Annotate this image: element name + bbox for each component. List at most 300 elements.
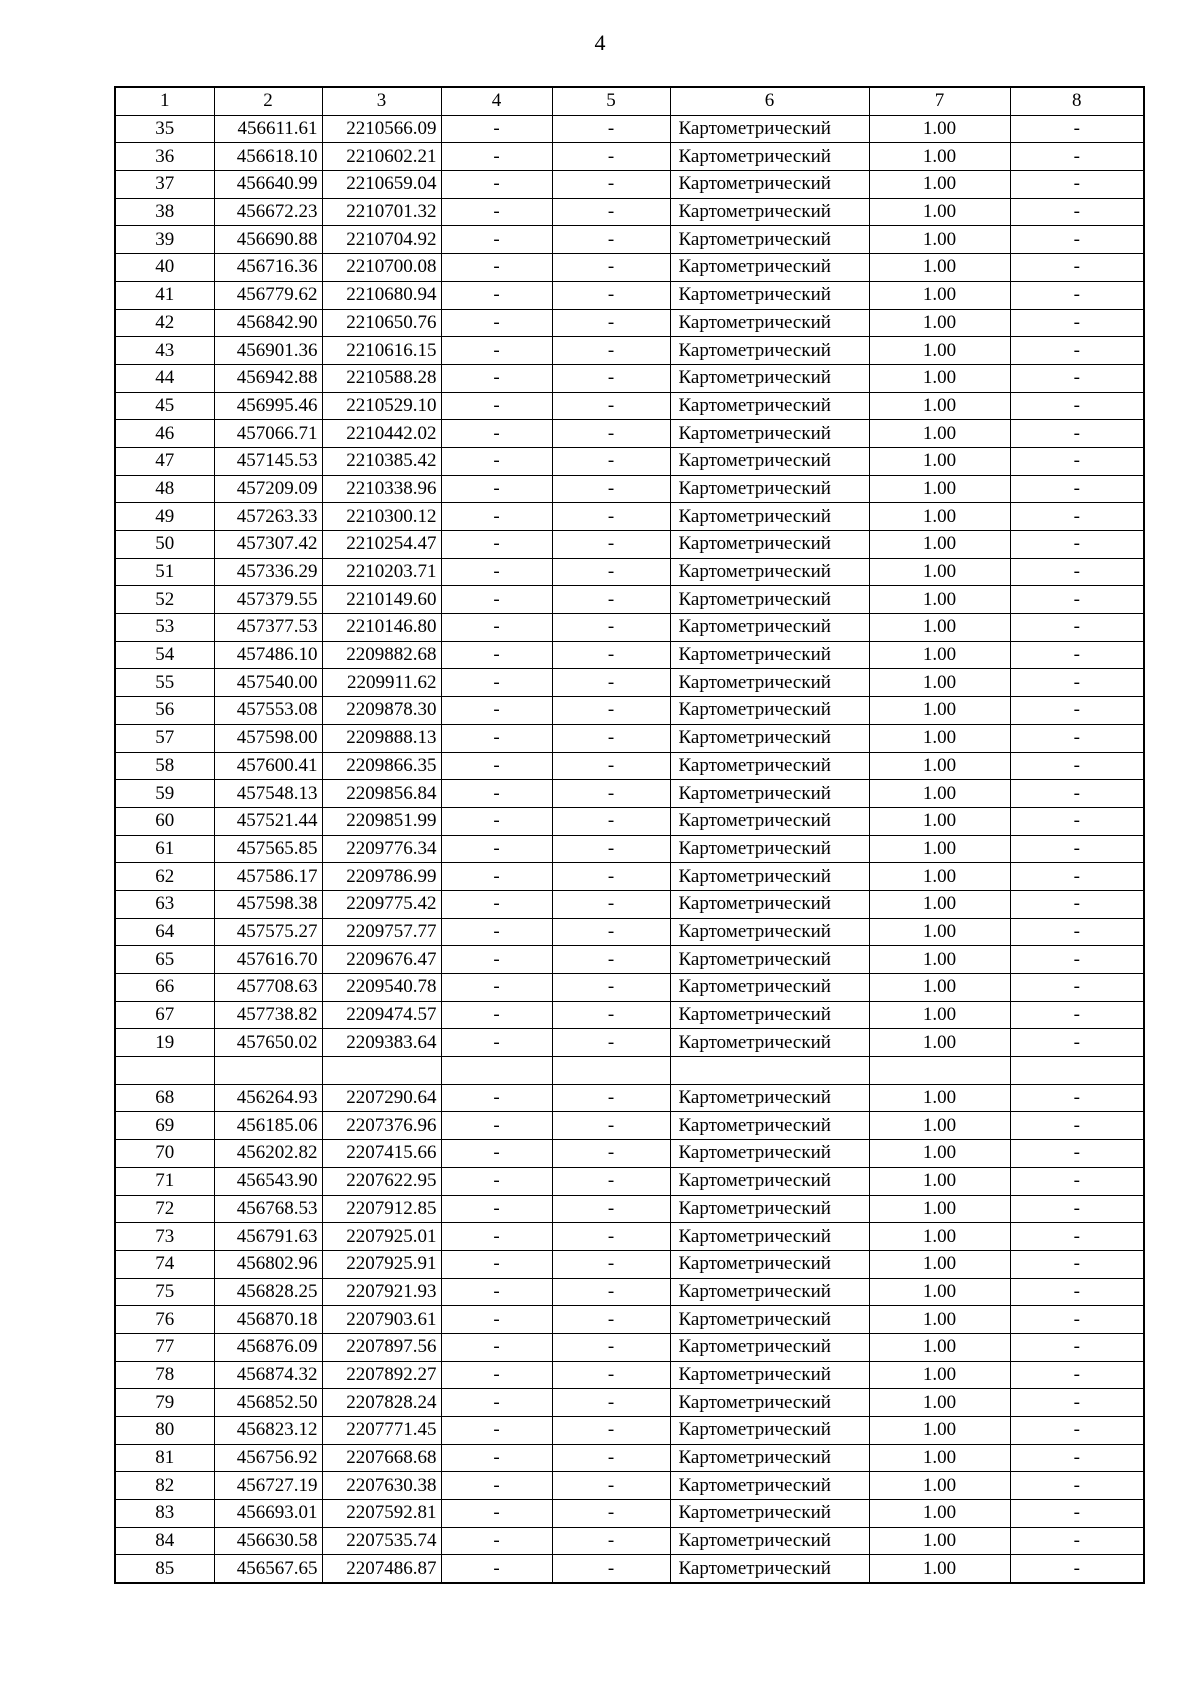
column-4-cell: -	[441, 1472, 552, 1500]
table-row	[115, 420, 1144, 448]
y-coordinate-cell: 2210704.92	[322, 226, 441, 254]
x-coordinate-cell: 457145.53	[214, 447, 322, 475]
column-5-cell: -	[552, 1001, 670, 1029]
column-8-cell: -	[1010, 780, 1144, 808]
method-cell: Картометрический	[670, 1361, 869, 1389]
point-number-cell: 55	[115, 669, 214, 697]
column-5-cell: -	[552, 254, 670, 282]
y-coordinate-cell: 2209878.30	[322, 697, 441, 725]
column-8-cell: -	[1010, 226, 1144, 254]
table-row	[115, 281, 1144, 309]
point-number-cell: 37	[115, 171, 214, 199]
column-5-cell: -	[552, 863, 670, 891]
column-5-cell: -	[552, 724, 670, 752]
x-coordinate-cell: 456791.63	[214, 1223, 322, 1251]
method-cell: Картометрический	[670, 1417, 869, 1445]
point-number-cell: 80	[115, 1417, 214, 1445]
column-8-cell: -	[1010, 420, 1144, 448]
point-number-cell: 44	[115, 364, 214, 392]
point-number-cell: 45	[115, 392, 214, 420]
column-5-cell: -	[552, 974, 670, 1002]
column-8-cell: -	[1010, 1278, 1144, 1306]
accuracy-cell: 1.00	[869, 420, 1010, 448]
y-coordinate-cell: 2209474.57	[322, 1001, 441, 1029]
point-number-cell: 66	[115, 974, 214, 1002]
column-5-cell: -	[552, 807, 670, 835]
method-cell: Картометрический	[670, 946, 869, 974]
y-coordinate-cell: 2209882.68	[322, 641, 441, 669]
point-number-cell	[115, 1057, 214, 1085]
point-number-cell: 61	[115, 835, 214, 863]
method-cell: Картометрический	[670, 392, 869, 420]
method-cell: Картометрический	[670, 641, 869, 669]
point-number-cell: 60	[115, 807, 214, 835]
column-4-cell: -	[441, 198, 552, 226]
accuracy-cell: 1.00	[869, 641, 1010, 669]
table-row	[115, 1250, 1144, 1278]
table-row	[115, 780, 1144, 808]
point-number-cell: 68	[115, 1084, 214, 1112]
point-number-cell: 51	[115, 558, 214, 586]
y-coordinate-cell: 2207535.74	[322, 1527, 441, 1555]
accuracy-cell: 1.00	[869, 614, 1010, 642]
point-number-cell: 36	[115, 143, 214, 171]
column-5-cell: -	[552, 1472, 670, 1500]
column-8-cell: -	[1010, 1140, 1144, 1168]
x-coordinate-cell: 456779.62	[214, 281, 322, 309]
column-8-cell: -	[1010, 1417, 1144, 1445]
column-5-cell: -	[552, 1306, 670, 1334]
accuracy-cell: 1.00	[869, 198, 1010, 226]
table-row	[115, 143, 1144, 171]
method-cell: Картометрический	[670, 420, 869, 448]
accuracy-cell: 1.00	[869, 1278, 1010, 1306]
x-coordinate-cell: 457600.41	[214, 752, 322, 780]
point-number-cell: 40	[115, 254, 214, 282]
x-coordinate-cell: 457738.82	[214, 1001, 322, 1029]
column-4-cell: -	[441, 1278, 552, 1306]
y-coordinate-cell: 2209676.47	[322, 946, 441, 974]
column-8-cell: -	[1010, 1361, 1144, 1389]
point-number-cell: 46	[115, 420, 214, 448]
table-row	[115, 1084, 1144, 1112]
table-row	[115, 918, 1144, 946]
method-cell: Картометрический	[670, 669, 869, 697]
column-5-cell: -	[552, 614, 670, 642]
table-row	[115, 198, 1144, 226]
accuracy-cell: 1.00	[869, 281, 1010, 309]
column-5-cell: -	[552, 1389, 670, 1417]
method-cell: Картометрический	[670, 1084, 869, 1112]
method-cell: Картометрический	[670, 447, 869, 475]
method-cell: Картометрический	[670, 364, 869, 392]
y-coordinate-cell: 2210650.76	[322, 309, 441, 337]
column-5-cell: -	[552, 780, 670, 808]
method-cell: Картометрический	[670, 614, 869, 642]
accuracy-cell: 1.00	[869, 752, 1010, 780]
x-coordinate-cell: 457521.44	[214, 807, 322, 835]
table-row	[115, 1001, 1144, 1029]
column-8-cell: -	[1010, 143, 1144, 171]
column-5-cell: -	[552, 198, 670, 226]
column-8-cell: -	[1010, 198, 1144, 226]
column-4-cell: -	[441, 309, 552, 337]
x-coordinate-cell: 456942.88	[214, 364, 322, 392]
y-coordinate-cell: 2207668.68	[322, 1444, 441, 1472]
method-cell: Картометрический	[670, 974, 869, 1002]
column-4-cell: -	[441, 392, 552, 420]
column-4-cell: -	[441, 364, 552, 392]
point-number-cell: 70	[115, 1140, 214, 1168]
table-row	[115, 1112, 1144, 1140]
accuracy-cell: 1.00	[869, 254, 1010, 282]
column-4-cell: -	[441, 752, 552, 780]
point-number-cell: 19	[115, 1029, 214, 1057]
column-5-cell: -	[552, 1167, 670, 1195]
point-number-cell: 56	[115, 697, 214, 725]
x-coordinate-cell: 457575.27	[214, 918, 322, 946]
accuracy-cell: 1.00	[869, 1195, 1010, 1223]
column-8-cell: -	[1010, 475, 1144, 503]
column-8-cell: -	[1010, 1555, 1144, 1583]
table-row	[115, 974, 1144, 1002]
method-cell: Картометрический	[670, 143, 869, 171]
x-coordinate-cell: 456756.92	[214, 1444, 322, 1472]
column-header: 6	[670, 87, 869, 115]
column-5-cell: -	[552, 697, 670, 725]
table-row	[115, 641, 1144, 669]
column-8-cell: -	[1010, 890, 1144, 918]
point-number-cell: 67	[115, 1001, 214, 1029]
column-5-cell: -	[552, 1223, 670, 1251]
accuracy-cell: 1.00	[869, 1527, 1010, 1555]
x-coordinate-cell: 456842.90	[214, 309, 322, 337]
accuracy-cell: 1.00	[869, 309, 1010, 337]
y-coordinate-cell: 2207622.95	[322, 1167, 441, 1195]
x-coordinate-cell: 456567.65	[214, 1555, 322, 1583]
y-coordinate-cell: 2209856.84	[322, 780, 441, 808]
point-number-cell: 78	[115, 1361, 214, 1389]
column-8-cell: -	[1010, 337, 1144, 365]
x-coordinate-cell: 456630.58	[214, 1527, 322, 1555]
point-number-cell: 83	[115, 1500, 214, 1528]
accuracy-cell: 1.00	[869, 171, 1010, 199]
y-coordinate-cell: 2207592.81	[322, 1500, 441, 1528]
point-number-cell: 77	[115, 1333, 214, 1361]
y-coordinate-cell: 2210659.04	[322, 171, 441, 199]
x-coordinate-cell: 457263.33	[214, 503, 322, 531]
column-5-cell: -	[552, 1527, 670, 1555]
y-coordinate-cell: 2209775.42	[322, 890, 441, 918]
accuracy-cell: 1.00	[869, 669, 1010, 697]
point-number-cell: 42	[115, 309, 214, 337]
y-coordinate-cell: 2210680.94	[322, 281, 441, 309]
column-5-cell: -	[552, 309, 670, 337]
table-row	[115, 1333, 1144, 1361]
column-8-cell: -	[1010, 254, 1144, 282]
x-coordinate-cell: 456870.18	[214, 1306, 322, 1334]
accuracy-cell: 1.00	[869, 447, 1010, 475]
column-4-cell: -	[441, 1029, 552, 1057]
column-4-cell: -	[441, 226, 552, 254]
point-number-cell: 50	[115, 531, 214, 559]
accuracy-cell: 1.00	[869, 1223, 1010, 1251]
column-5-cell: -	[552, 1250, 670, 1278]
column-4-cell: -	[441, 281, 552, 309]
column-5-cell: -	[552, 1333, 670, 1361]
x-coordinate-cell: 456995.46	[214, 392, 322, 420]
column-4-cell: -	[441, 1527, 552, 1555]
table-row	[115, 669, 1144, 697]
column-5-cell: -	[552, 531, 670, 559]
x-coordinate-cell: 457553.08	[214, 697, 322, 725]
column-4-cell: -	[441, 558, 552, 586]
table-row	[115, 475, 1144, 503]
column-5-cell: -	[552, 503, 670, 531]
table-row	[115, 171, 1144, 199]
column-5-cell: -	[552, 558, 670, 586]
x-coordinate-cell: 456690.88	[214, 226, 322, 254]
column-4-cell: -	[441, 447, 552, 475]
table-row	[115, 309, 1144, 337]
method-cell: Картометрический	[670, 1250, 869, 1278]
column-4-cell: -	[441, 724, 552, 752]
table-row	[115, 807, 1144, 835]
y-coordinate-cell: 2207290.64	[322, 1084, 441, 1112]
point-number-cell: 64	[115, 918, 214, 946]
method-cell: Картометрический	[670, 337, 869, 365]
accuracy-cell: 1.00	[869, 1444, 1010, 1472]
table-row	[115, 1472, 1144, 1500]
point-number-cell: 52	[115, 586, 214, 614]
y-coordinate-cell: 2209888.13	[322, 724, 441, 752]
column-4-cell: -	[441, 641, 552, 669]
method-cell: Картометрический	[670, 1195, 869, 1223]
x-coordinate-cell: 457708.63	[214, 974, 322, 1002]
point-number-cell: 84	[115, 1527, 214, 1555]
accuracy-cell: 1.00	[869, 697, 1010, 725]
accuracy-cell: 1.00	[869, 1361, 1010, 1389]
column-8-cell: -	[1010, 503, 1144, 531]
column-8-cell: -	[1010, 115, 1144, 143]
column-5-cell: -	[552, 1112, 670, 1140]
column-4-cell: -	[441, 835, 552, 863]
y-coordinate-cell: 2207897.56	[322, 1333, 441, 1361]
y-coordinate-cell: 2210700.08	[322, 254, 441, 282]
accuracy-cell: 1.00	[869, 586, 1010, 614]
x-coordinate-cell: 456202.82	[214, 1140, 322, 1168]
column-8-cell: -	[1010, 281, 1144, 309]
column-5-cell: -	[552, 337, 670, 365]
table-row	[115, 1223, 1144, 1251]
point-number-cell: 35	[115, 115, 214, 143]
column-8-cell: -	[1010, 614, 1144, 642]
point-number-cell: 57	[115, 724, 214, 752]
method-cell: Картометрический	[670, 697, 869, 725]
accuracy-cell: 1.00	[869, 531, 1010, 559]
point-number-cell: 69	[115, 1112, 214, 1140]
x-coordinate-cell: 456874.32	[214, 1361, 322, 1389]
point-number-cell: 75	[115, 1278, 214, 1306]
accuracy-cell: 1.00	[869, 1500, 1010, 1528]
table-row	[115, 558, 1144, 586]
x-coordinate-cell: 457565.85	[214, 835, 322, 863]
column-8-cell: -	[1010, 918, 1144, 946]
method-cell: Картометрический	[670, 1112, 869, 1140]
y-coordinate-cell: 2209757.77	[322, 918, 441, 946]
column-8-cell: -	[1010, 697, 1144, 725]
x-coordinate-cell: 456618.10	[214, 143, 322, 171]
method-cell: Картометрический	[670, 531, 869, 559]
column-8-cell: -	[1010, 669, 1144, 697]
x-coordinate-cell: 456185.06	[214, 1112, 322, 1140]
y-coordinate-cell: 2207921.93	[322, 1278, 441, 1306]
column-4-cell: -	[441, 420, 552, 448]
column-4-cell: -	[441, 503, 552, 531]
method-cell: Картометрический	[670, 171, 869, 199]
y-coordinate-cell: 2207925.91	[322, 1250, 441, 1278]
table-row	[115, 1278, 1144, 1306]
column-5-cell: -	[552, 1195, 670, 1223]
column-8-cell: -	[1010, 1195, 1144, 1223]
column-8-cell: -	[1010, 1444, 1144, 1472]
x-coordinate-cell: 457598.38	[214, 890, 322, 918]
x-coordinate-cell: 456543.90	[214, 1167, 322, 1195]
method-cell: Картометрический	[670, 835, 869, 863]
accuracy-cell	[869, 1057, 1010, 1085]
accuracy-cell: 1.00	[869, 1333, 1010, 1361]
table-row	[115, 1389, 1144, 1417]
x-coordinate-cell: 457066.71	[214, 420, 322, 448]
column-4-cell: -	[441, 946, 552, 974]
column-8-cell: -	[1010, 1389, 1144, 1417]
y-coordinate-cell: 2209776.34	[322, 835, 441, 863]
accuracy-cell: 1.00	[869, 115, 1010, 143]
x-coordinate-cell: 456611.61	[214, 115, 322, 143]
method-cell: Картометрический	[670, 1306, 869, 1334]
y-coordinate-cell: 2210529.10	[322, 392, 441, 420]
accuracy-cell: 1.00	[869, 337, 1010, 365]
accuracy-cell: 1.00	[869, 780, 1010, 808]
column-4-cell: -	[441, 1195, 552, 1223]
method-cell: Картометрический	[670, 475, 869, 503]
point-number-cell: 48	[115, 475, 214, 503]
column-5-cell: -	[552, 1140, 670, 1168]
x-coordinate-cell: 456802.96	[214, 1250, 322, 1278]
column-8-cell: -	[1010, 863, 1144, 891]
method-cell: Картометрический	[670, 254, 869, 282]
accuracy-cell: 1.00	[869, 1555, 1010, 1583]
column-8-cell: -	[1010, 171, 1144, 199]
column-4-cell: -	[441, 974, 552, 1002]
method-cell: Картометрический	[670, 281, 869, 309]
table-row	[115, 1527, 1144, 1555]
x-coordinate-cell: 457209.09	[214, 475, 322, 503]
point-number-cell: 63	[115, 890, 214, 918]
point-number-cell: 85	[115, 1555, 214, 1583]
accuracy-cell: 1.00	[869, 226, 1010, 254]
accuracy-cell: 1.00	[869, 835, 1010, 863]
x-coordinate-cell: 457650.02	[214, 1029, 322, 1057]
method-cell: Картометрический	[670, 586, 869, 614]
column-5-cell: -	[552, 1417, 670, 1445]
accuracy-cell: 1.00	[869, 1084, 1010, 1112]
y-coordinate-cell: 2207415.66	[322, 1140, 441, 1168]
column-8-cell: -	[1010, 1223, 1144, 1251]
coordinates-table	[114, 86, 1145, 1584]
x-coordinate-cell: 456876.09	[214, 1333, 322, 1361]
method-cell: Картометрический	[670, 1140, 869, 1168]
column-header: 1	[115, 87, 214, 115]
column-8-cell	[1010, 1057, 1144, 1085]
x-coordinate-cell	[214, 1057, 322, 1085]
y-coordinate-cell: 2207771.45	[322, 1417, 441, 1445]
column-8-cell: -	[1010, 531, 1144, 559]
table-row	[115, 531, 1144, 559]
column-8-cell: -	[1010, 807, 1144, 835]
column-5-cell: -	[552, 890, 670, 918]
accuracy-cell: 1.00	[869, 918, 1010, 946]
method-cell: Картометрический	[670, 1472, 869, 1500]
y-coordinate-cell: 2210385.42	[322, 447, 441, 475]
column-5-cell: -	[552, 226, 670, 254]
point-number-cell: 54	[115, 641, 214, 669]
method-cell	[670, 1057, 869, 1085]
method-cell: Картометрический	[670, 1001, 869, 1029]
y-coordinate-cell	[322, 1057, 441, 1085]
column-5-cell: -	[552, 392, 670, 420]
accuracy-cell: 1.00	[869, 1306, 1010, 1334]
table-row	[115, 226, 1144, 254]
table-row	[115, 1361, 1144, 1389]
method-cell: Картометрический	[670, 1333, 869, 1361]
point-number-cell: 82	[115, 1472, 214, 1500]
column-header: 2	[214, 87, 322, 115]
column-4-cell: -	[441, 614, 552, 642]
column-5-cell: -	[552, 364, 670, 392]
column-8-cell: -	[1010, 946, 1144, 974]
y-coordinate-cell: 2210149.60	[322, 586, 441, 614]
accuracy-cell: 1.00	[869, 475, 1010, 503]
x-coordinate-cell: 457379.55	[214, 586, 322, 614]
y-coordinate-cell: 2209383.64	[322, 1029, 441, 1057]
column-8-cell: -	[1010, 309, 1144, 337]
x-coordinate-cell: 456727.19	[214, 1472, 322, 1500]
column-5-cell: -	[552, 281, 670, 309]
table-row	[115, 115, 1144, 143]
method-cell: Картометрический	[670, 890, 869, 918]
table-row	[115, 1195, 1144, 1223]
y-coordinate-cell: 2209911.62	[322, 669, 441, 697]
x-coordinate-cell: 456264.93	[214, 1084, 322, 1112]
column-4-cell: -	[441, 918, 552, 946]
table-row	[115, 586, 1144, 614]
y-coordinate-cell: 2210300.12	[322, 503, 441, 531]
method-cell: Картометрический	[670, 863, 869, 891]
method-cell: Картометрический	[670, 503, 869, 531]
column-8-cell: -	[1010, 1527, 1144, 1555]
point-number-cell: 76	[115, 1306, 214, 1334]
column-4-cell: -	[441, 697, 552, 725]
method-cell: Картометрический	[670, 1389, 869, 1417]
column-4-cell: -	[441, 254, 552, 282]
y-coordinate-cell: 2207630.38	[322, 1472, 441, 1500]
column-4-cell: -	[441, 1361, 552, 1389]
y-coordinate-cell: 2210254.47	[322, 531, 441, 559]
column-8-cell: -	[1010, 1472, 1144, 1500]
method-cell: Картометрический	[670, 752, 869, 780]
column-4-cell: -	[441, 1140, 552, 1168]
